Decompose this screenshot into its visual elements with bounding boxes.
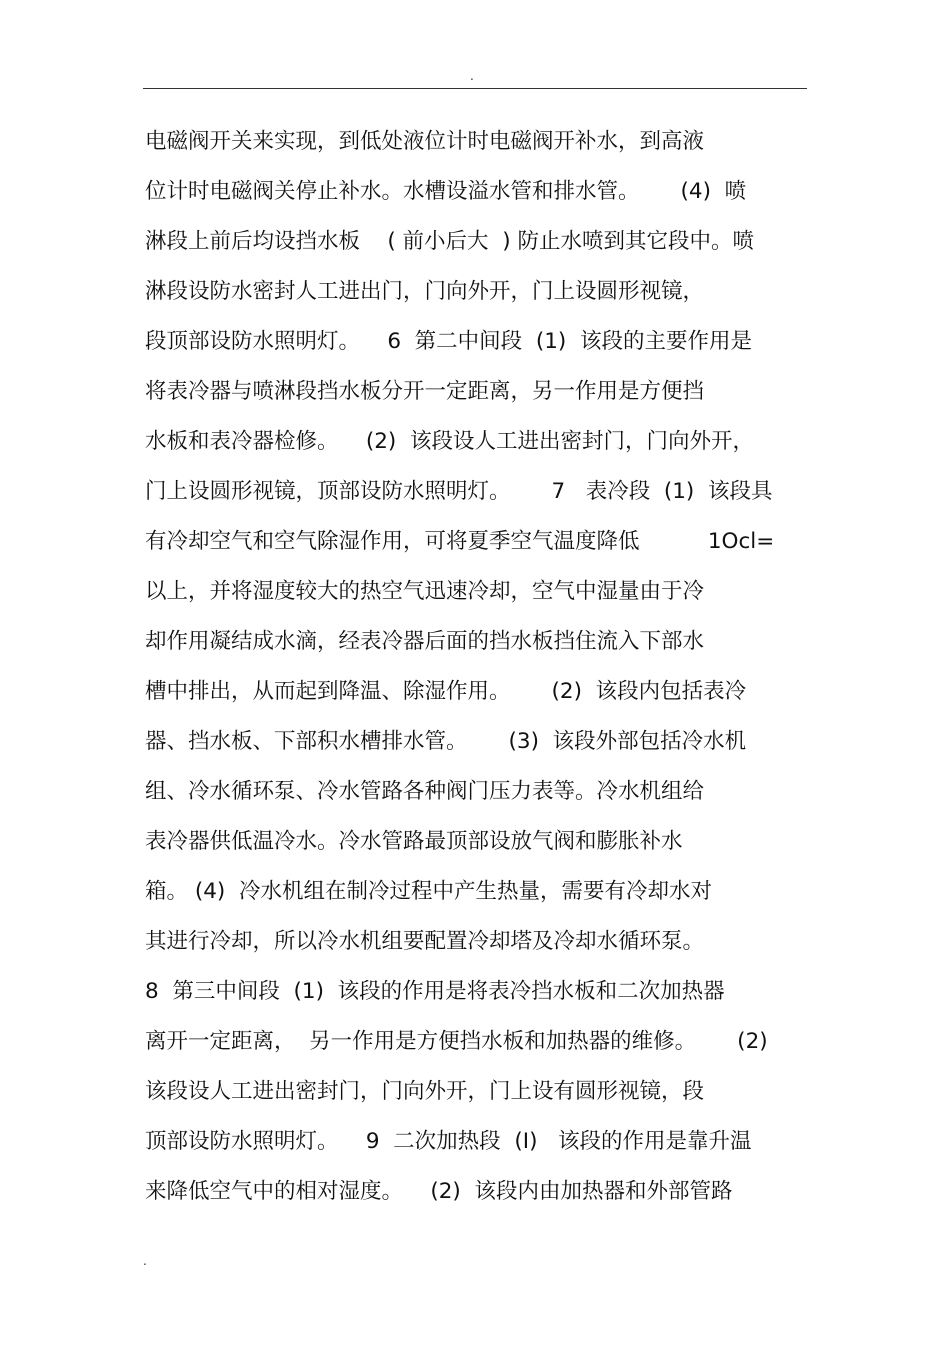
text-line: 器、挡水板、下部积水槽排水管。 (3) 该段外部包括冷水机 [145,729,747,754]
text-line: 箱。 (4) 冷水机组在制冷过程中产生热量，需要有冷却水对 [145,879,712,904]
text-line: 表冷器供低温冷水。冷水管路最顶部设放气阀和膨胀补水 [145,829,683,854]
text-line: 组、冷水循环泵、冷水管路各种阀门压力表等。冷水机组给 [145,779,705,804]
text-line: 其进行冷却，所以冷水机组要配置冷却塔及冷却水循环泵。 [145,929,705,954]
text-line: 来降低空气中的相对湿度。 (2) 该段内由加热器和外部管路 [145,1179,733,1204]
text-line: 8 第三中间段 (1) 该段的作用是将表冷挡水板和二次加热器 [145,979,725,1004]
text-line: 位计时电磁阀关停止补水。水槽设溢水管和排水管。 (4) 喷 [145,179,747,204]
text-line: 淋段设防水密封人工进出门，门向外开，门上设圆形视镜， [145,279,705,304]
header-mark: . [470,69,474,83]
text-line: 却作用凝结成水滴，经表冷器后面的挡水板挡住流入下部水 [145,629,705,654]
text-line: 顶部设防水照明灯。 9 二次加热段 (I) 该段的作用是靠升温 [145,1129,752,1154]
text-line: 离开一定距离， 另一作用是方便挡水板和加热器的维修。 (2) [145,1029,768,1054]
text-line: 以上，并将湿度较大的热空气迅速冷却，空气中湿量由于冷 [145,579,705,604]
text-line: 淋段上前后均设挡水板 ( 前小后大 ) 防止水喷到其它段中。喷 [145,229,754,254]
body-text [145,117,805,1217]
text-line: 该段设人工进出密封门，门向外开，门上设有圆形视镜，段 [145,1079,705,1104]
text-line: 水板和表冷器检修。 (2) 该段设人工进出密封门，门向外开， [145,429,754,454]
text-line: 电磁阀开关来实现，到低处液位计时电磁阀开补水，到高液 [145,129,705,154]
text-line: 将表冷器与喷淋段挡水板分开一定距离，另一作用是方便挡 [145,379,705,404]
text-line: 门上设圆形视镜，顶部设防水照明灯。 7 表冷段 (1) 该段具 [145,479,773,504]
text-line: 槽中排出，从而起到降温、除湿作用。 (2) 该段内包括表冷 [145,679,747,704]
header-rule [143,88,807,89]
text-line: 段顶部设防水照明灯。 6 第二中间段 (1) 该段的主要作用是 [145,329,752,354]
text-line: 有冷却空气和空气除湿作用，可将夏季空气温度降低 1Ocl= [145,529,775,554]
footer-mark: . [143,1254,147,1268]
